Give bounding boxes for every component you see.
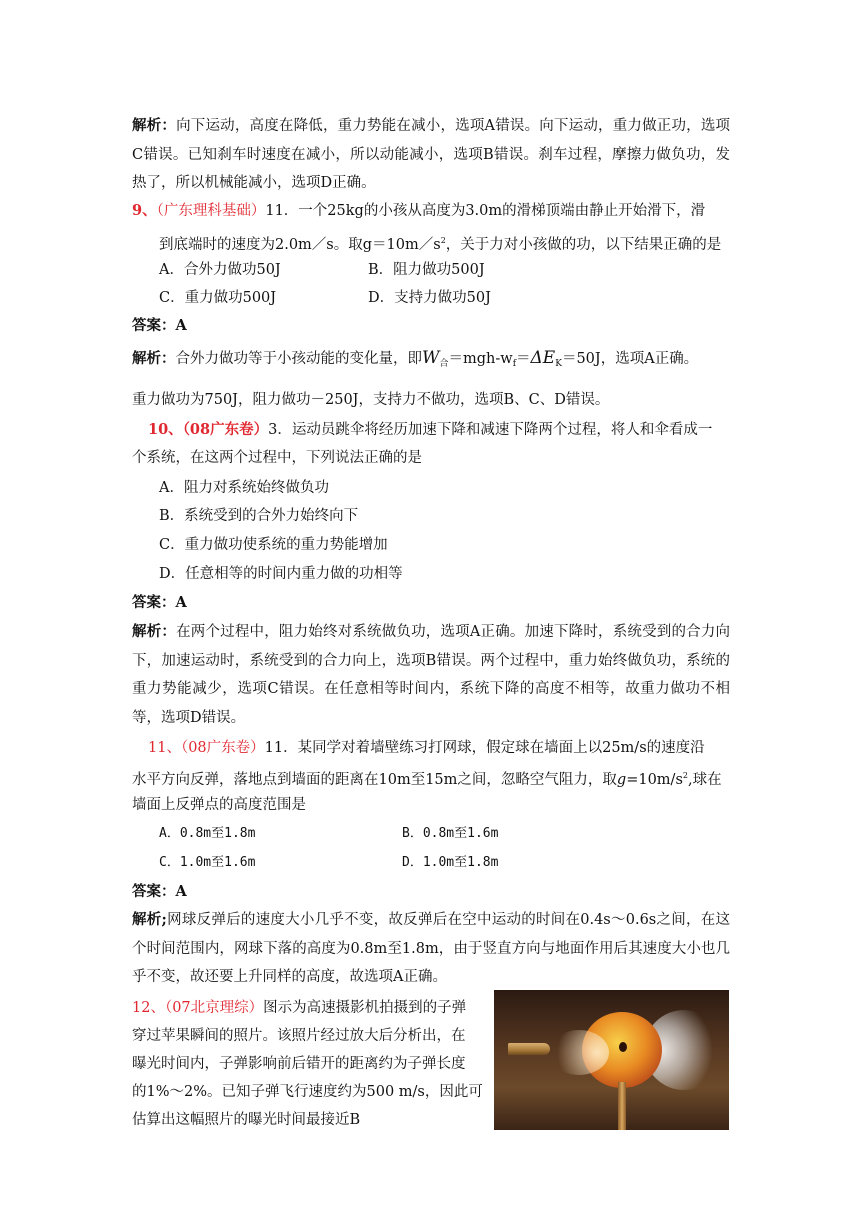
- bullet: [508, 1043, 550, 1055]
- bullet-apple-photo: [494, 990, 729, 1130]
- question-source: （广东理科基础）: [156, 203, 266, 219]
- math-symbol: ΔE: [530, 348, 556, 368]
- explanation-text: ＝50J，选项A正确。: [561, 351, 699, 367]
- question-number: 12、: [132, 1000, 165, 1016]
- question-9-line-1: [132, 197, 705, 225]
- explanation-text: 合外力做功等于小孩动能的变化量，即: [175, 351, 422, 367]
- option-d: D．1.0m至1.8m: [402, 855, 499, 870]
- answer-label: 答案：: [132, 883, 176, 900]
- explanation-label: 解析：: [132, 117, 177, 134]
- subscript: 合: [439, 359, 449, 369]
- explanation-text: ＝: [516, 351, 531, 367]
- question-12-line-2: 穿过苹果瞬间的照片。该照片经过放大后分析出，在: [132, 1028, 466, 1044]
- question-text: 水平方向反弹，落地点到墙面的距离在10m至15m之间，忽略空气阻力，取: [132, 772, 617, 788]
- explanation-paragraph: [132, 906, 730, 992]
- option-c: C．重力做功500J: [159, 290, 277, 306]
- explanation-label: 解析;: [132, 911, 167, 928]
- apple-hole: [619, 1042, 627, 1052]
- question-10-line-1: [148, 416, 712, 444]
- superscript: 2: [440, 236, 446, 245]
- option-d: D．任意相等的时间内重力做的功相等: [159, 566, 403, 582]
- question-source: （07北京理综）: [164, 1000, 264, 1016]
- explanation-paragraph: [132, 112, 730, 198]
- answer-value: A: [175, 594, 187, 611]
- subscript: f: [512, 359, 517, 369]
- explanation-label: 解析：: [132, 350, 176, 367]
- question-text: 3．运动员跳伞将经历加速下降和减速下降两个过程，将人和伞看成一: [268, 422, 713, 438]
- answer-label: 答案：: [132, 317, 176, 334]
- explanation-text: 网球反弹后的速度大小几乎不变，故反弹后在空中运动的时间在0.4s～0.6s之间，在这个时间范围内，网球下落的高度为0.8m至1.8m，由于竖直方向与地面作用后其速度大小也几乎不变，故还要上升同样的高度，故选项A正确。: [132, 912, 731, 985]
- question-text: ,球在: [687, 772, 722, 788]
- option-a: A．0.8m至1.8m: [159, 826, 256, 841]
- answer-value: A: [175, 883, 187, 900]
- question-text: 到底端时的速度为2.0m／s。取g＝10m／s: [159, 237, 441, 253]
- option-a: A．合外力做功50J: [159, 262, 281, 278]
- option-c: C．1.0m至1.6m: [159, 855, 256, 870]
- question-12-line-4: 的1%～2%。已知子弹飞行速度约为500 m/s，因此可: [132, 1084, 483, 1100]
- apple-spray-left: [549, 1030, 609, 1075]
- explanation-line-1: [132, 344, 698, 378]
- math-symbol: W: [422, 348, 440, 368]
- answer-line: [132, 589, 187, 617]
- option-d: D．支持力做功50J: [368, 290, 491, 306]
- question-9-line-2: [159, 227, 721, 259]
- question-11-line-3: 墙面上反弹点的高度范围是: [132, 797, 306, 813]
- option-b: B．系统受到的合外力始终向下: [159, 508, 359, 524]
- question-text: =10m/s: [626, 772, 683, 788]
- explanation-line-2: 重力做功为750J，阻力做功－250J，支持力不做功，选项B、C、D错误。: [132, 392, 610, 408]
- question-11-line-1: [148, 734, 705, 762]
- explanation-text: 向下运动，高度在降低，重力势能在减小，选项A错误。向下运动，重力做正功，选项C错误。已知刹车时速度在减小，所以动能减小，选项B错误。刹车过程，摩擦力做负功，发热了，所以机械能减小，选项D正确。: [132, 118, 731, 191]
- answer-line: [132, 312, 187, 340]
- option-a: A．阻力对系统始终做负功: [159, 480, 329, 496]
- explanation-text: 在两个过程中，阻力始终对系统做负功，选项A正确。加速下降时，系统受到的合力向下，加速运动时，系统受到的合力向上，选项B错误。两个过程中，重力始终做负功，系统的重力势能减少，选项C错误。在任意相等时间内，系统下降的高度不相等，故重力做功不相等，选项D错误。: [132, 624, 731, 726]
- option-c: C．重力做功使系统的重力势能增加: [159, 537, 388, 553]
- question-12-line-5: 估算出这幅照片的曝光时间最接近B: [132, 1112, 361, 1128]
- apple-stand: [618, 1082, 626, 1130]
- explanation-label: 解析：: [132, 623, 177, 640]
- subscript: K: [555, 359, 562, 369]
- question-text: 11．一个25kg的小孩从高度为3.0m的滑梯顶端由静止开始滑下，滑: [265, 203, 706, 219]
- math-symbol: g: [616, 772, 627, 788]
- explanation-text: ＝mgh-w: [448, 351, 513, 367]
- question-11-line-2: [132, 762, 722, 794]
- question-number: 10、: [148, 421, 183, 438]
- question-10-line-2: 个系统，在这两个过程中，下列说法正确的是: [132, 450, 422, 466]
- superscript: 2: [682, 771, 688, 780]
- answer-value: A: [175, 317, 187, 334]
- answer-label: 答案：: [132, 594, 176, 611]
- explanation-paragraph: [132, 618, 730, 732]
- question-source: （08广东卷）: [182, 421, 269, 438]
- question-12-line-1: [132, 994, 466, 1022]
- answer-line: [132, 878, 187, 906]
- question-number: 11、: [148, 740, 181, 756]
- question-source: （08广东卷）: [180, 740, 265, 756]
- option-b: B．阻力做功500J: [368, 262, 485, 278]
- question-number: 9、: [132, 202, 157, 219]
- question-text: ，关于力对小孩做的功，以下结果正确的是: [445, 237, 722, 253]
- question-text: 图示为高速摄影机拍摄到的子弹: [263, 1000, 467, 1016]
- question-12-line-3: 曝光时间内，子弹影响前后错开的距离约为子弹长度: [132, 1056, 466, 1072]
- question-text: 11．某同学对着墙壁练习打网球，假定球在墙面上以25m/s的速度沿: [264, 740, 705, 756]
- option-b: B．0.8m至1.6m: [402, 826, 499, 841]
